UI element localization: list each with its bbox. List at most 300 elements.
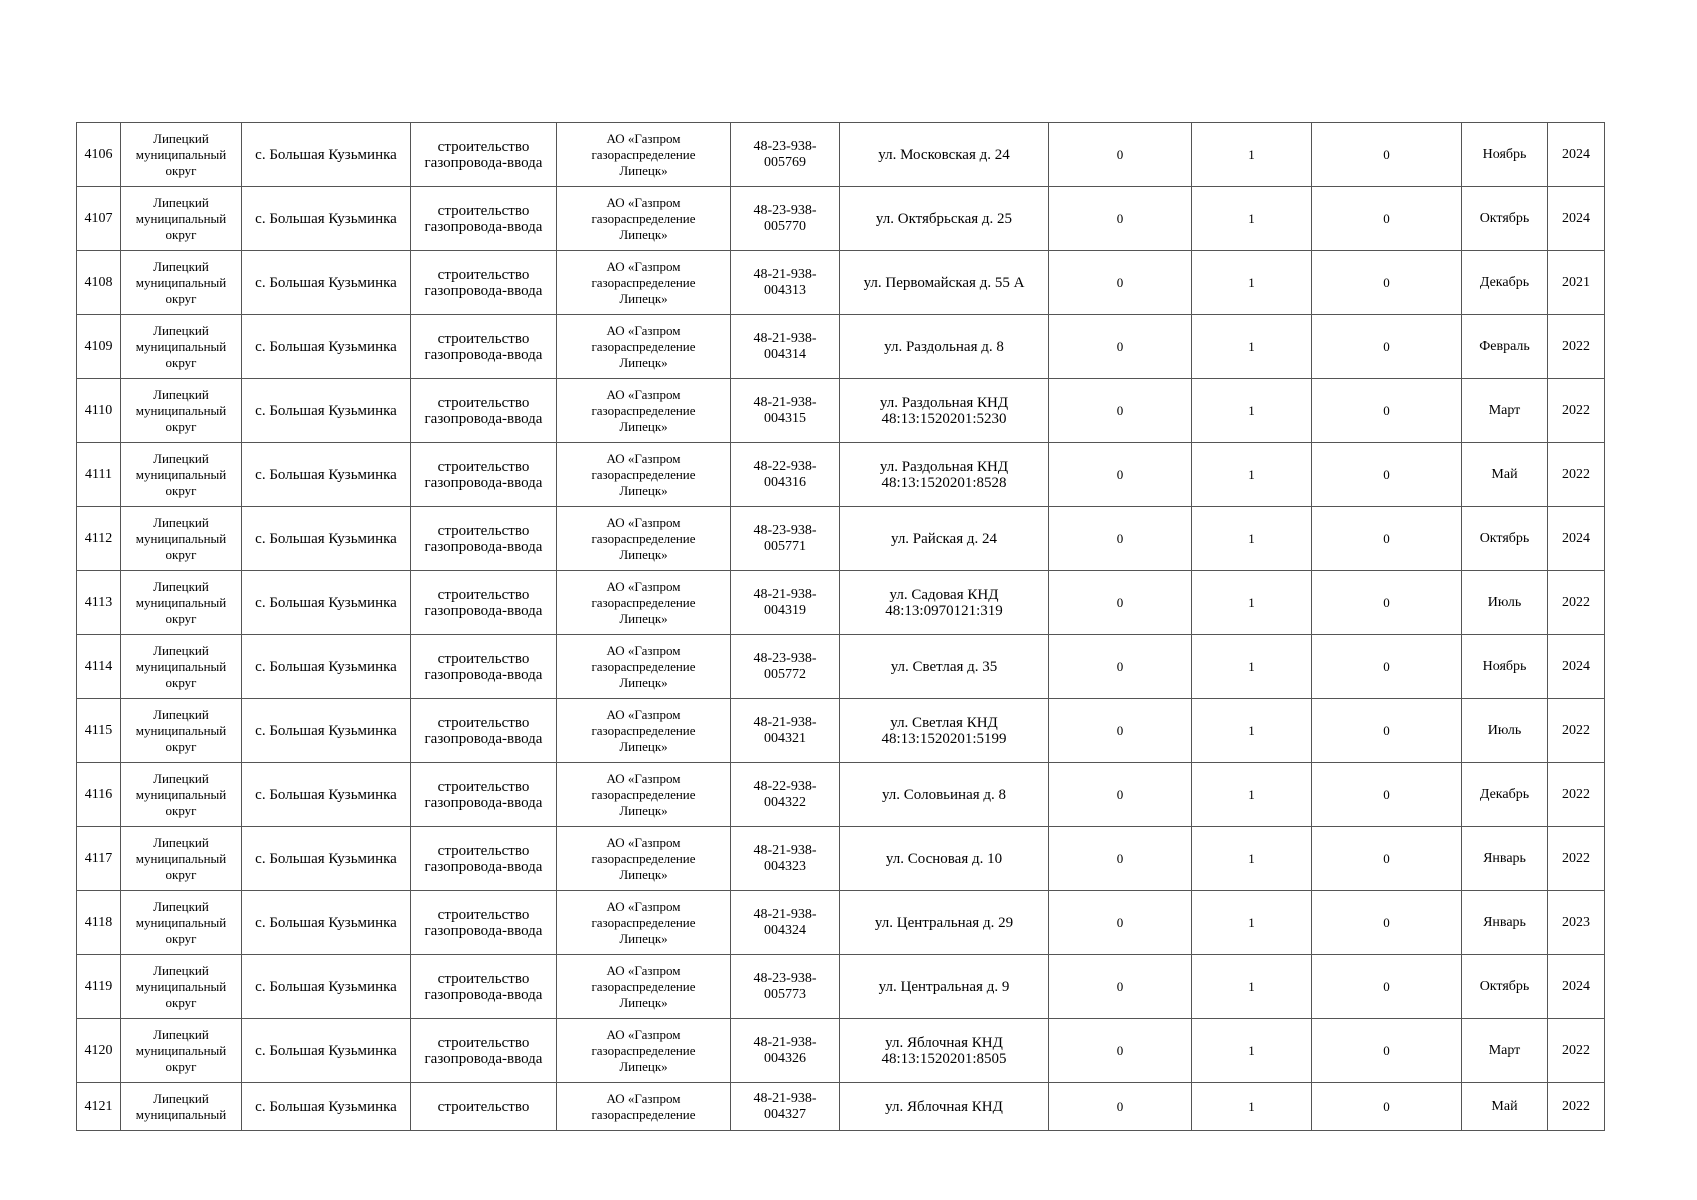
organization-cell-content (561, 579, 726, 627)
month-cell (1462, 379, 1548, 443)
row-number-cell (77, 955, 121, 1019)
settlement-cell-content: с. Большая Кузьминка (255, 402, 397, 419)
organization-cell-line: газораспределение (591, 146, 696, 162)
work-type-cell-line: газопровода-ввода (424, 602, 543, 619)
row-number-cell (77, 507, 121, 571)
municipality-cell (121, 123, 242, 187)
work-type-cell-content (415, 523, 552, 555)
value-3-cell (1312, 443, 1462, 507)
address-cell-line: ул. Яблочная КНД (885, 1034, 1003, 1051)
row-number-cell (77, 251, 121, 315)
month-cell-content: Март (1488, 1042, 1521, 1058)
work-type-cell (411, 187, 557, 251)
organization-cell-content (561, 1091, 726, 1123)
row-number-cell-content: 4108 (84, 274, 113, 290)
address-cell-line: ул. Октябрьская д. 25 (875, 210, 1013, 227)
object-code-cell-line: 48-21-938- (753, 266, 817, 282)
organization-cell-content (561, 259, 726, 307)
settlement-cell (242, 379, 411, 443)
object-code-cell (731, 123, 840, 187)
value-1-cell (1049, 443, 1192, 507)
address-cell-line: ул. Раздольная д. 8 (884, 338, 1004, 355)
month-cell-content: Март (1488, 402, 1521, 418)
row-number-cell-content: 4115 (84, 722, 113, 738)
value-1-cell (1049, 635, 1192, 699)
table-row (77, 443, 1605, 507)
address-cell (840, 379, 1049, 443)
row-number-cell-content: 4116 (84, 786, 113, 802)
row-number-cell-content: 4118 (84, 914, 113, 930)
municipality-cell (121, 827, 242, 891)
value-1-cell-content: 0 (1116, 722, 1124, 738)
month-cell-content: Июль (1487, 594, 1522, 610)
year-cell-content: 2022 (1562, 1042, 1590, 1058)
work-type-cell-content (415, 331, 552, 363)
organization-cell-line: газораспределение (591, 210, 696, 226)
address-cell (840, 507, 1049, 571)
value-1-cell (1049, 1019, 1192, 1083)
year-cell-content: 2024 (1562, 210, 1590, 226)
work-type-cell-content (415, 587, 552, 619)
object-code-cell-line: 48-21-938- (753, 906, 817, 922)
work-type-cell-content (415, 139, 552, 171)
value-2-cell (1192, 699, 1312, 763)
value-1-cell-content: 0 (1116, 402, 1124, 418)
work-type-cell-content (415, 907, 552, 939)
work-type-cell-line: газопровода-ввода (424, 666, 543, 683)
municipality-cell-line: муниципальный (135, 594, 227, 610)
organization-cell-content (561, 771, 726, 819)
value-2-cell-content: 1 (1248, 978, 1255, 994)
value-3-cell (1312, 123, 1462, 187)
value-3-cell (1312, 891, 1462, 955)
work-type-cell-line: строительство (437, 394, 530, 411)
municipality-cell (121, 1083, 242, 1131)
value-2-cell-content: 1 (1248, 722, 1255, 738)
organization-cell-line: АО «Газпром (606, 642, 681, 658)
address-cell (840, 763, 1049, 827)
row-number-cell (77, 827, 121, 891)
settlement-cell (242, 763, 411, 827)
year-cell (1548, 507, 1605, 571)
municipality-cell-line: муниципальный (135, 402, 227, 418)
object-code-cell-line: 48-21-938- (753, 1034, 817, 1050)
object-code-cell (731, 251, 840, 315)
organization-cell-line: Липецк» (619, 546, 668, 562)
row-number-cell (77, 763, 121, 827)
work-type-cell-content (415, 971, 552, 1003)
value-1-cell-content: 0 (1116, 914, 1124, 930)
value-3-cell-content: 0 (1383, 1042, 1390, 1058)
municipality-cell-line: округ (165, 738, 197, 754)
municipality-cell-line: муниципальный (135, 978, 227, 994)
organization-cell (557, 827, 731, 891)
work-type-cell-content (415, 1099, 552, 1115)
work-type-cell-line: газопровода-ввода (424, 538, 543, 555)
value-1-cell-content: 0 (1116, 850, 1124, 866)
municipality-cell-line: Липецкий (153, 834, 209, 850)
object-code-cell-line: 004324 (764, 922, 806, 938)
work-type-cell-line: строительство (437, 138, 530, 155)
table-row (77, 1019, 1605, 1083)
municipality-cell-line: округ (165, 546, 197, 562)
municipality-cell-content (125, 771, 237, 819)
municipality-cell-line: муниципальный (135, 914, 227, 930)
organization-cell-content (561, 835, 726, 883)
value-3-cell (1312, 315, 1462, 379)
settlement-cell-content: с. Большая Кузьминка (255, 658, 397, 675)
address-cell (840, 315, 1049, 379)
municipality-cell-line: Липецкий (153, 322, 209, 338)
work-type-cell-content (415, 715, 552, 747)
work-type-cell-line: газопровода-ввода (424, 730, 543, 747)
year-cell (1548, 443, 1605, 507)
value-1-cell (1049, 123, 1192, 187)
work-type-cell-line: строительство (437, 778, 530, 795)
year-cell (1548, 827, 1605, 891)
value-2-cell-content: 1 (1248, 594, 1255, 610)
settlement-cell-content: с. Большая Кузьминка (255, 914, 397, 931)
settlement-cell-content: с. Большая Кузьминка (255, 594, 397, 611)
organization-cell (557, 635, 731, 699)
municipality-cell-line: муниципальный (135, 274, 227, 290)
address-cell-content (844, 715, 1044, 747)
organization-cell (557, 699, 731, 763)
value-3-cell (1312, 763, 1462, 827)
municipality-cell-content (125, 515, 237, 563)
value-2-cell (1192, 1083, 1312, 1131)
settlement-cell-content: с. Большая Кузьминка (255, 786, 397, 803)
table-row (77, 699, 1605, 763)
organization-cell (557, 891, 731, 955)
year-cell (1548, 955, 1605, 1019)
settlement-cell-content: с. Большая Кузьминка (255, 466, 397, 483)
object-code-cell-line: 005769 (764, 154, 806, 170)
work-type-cell (411, 379, 557, 443)
municipality-cell-line: муниципальный (135, 722, 227, 738)
object-code-cell-line: 004314 (764, 346, 806, 362)
municipality-cell-content (125, 963, 237, 1011)
organization-cell-line: Липецк» (619, 418, 668, 434)
value-1-cell (1049, 251, 1192, 315)
municipality-cell-line: муниципальный (135, 466, 227, 482)
month-cell-content: Октябрь (1479, 530, 1530, 546)
address-cell-content (844, 147, 1044, 163)
settlement-cell (242, 635, 411, 699)
work-type-cell-content (415, 843, 552, 875)
value-1-cell-content: 0 (1116, 1042, 1124, 1058)
object-code-cell (731, 1019, 840, 1083)
table-row (77, 123, 1605, 187)
address-cell-content (844, 459, 1044, 491)
value-1-cell (1049, 827, 1192, 891)
municipality-cell-line: Липецкий (153, 962, 209, 978)
year-cell-content: 2024 (1562, 530, 1590, 546)
month-cell (1462, 187, 1548, 251)
organization-cell-line: Липецк» (619, 610, 668, 626)
year-cell (1548, 123, 1605, 187)
work-type-cell-content (415, 1035, 552, 1067)
settlement-cell-content: с. Большая Кузьминка (255, 338, 397, 355)
month-cell-content: Январь (1483, 914, 1526, 930)
work-type-cell (411, 507, 557, 571)
row-number-cell (77, 315, 121, 379)
organization-cell-line: Липецк» (619, 290, 668, 306)
month-cell (1462, 315, 1548, 379)
object-code-cell-content (735, 139, 835, 171)
object-code-cell-line: 005773 (764, 986, 806, 1002)
work-type-cell (411, 123, 557, 187)
value-3-cell (1312, 699, 1462, 763)
municipality-cell-content (125, 259, 237, 307)
value-2-cell (1192, 827, 1312, 891)
organization-cell-line: Липецк» (619, 1058, 668, 1074)
work-type-cell-line: строительство (437, 1098, 530, 1115)
organization-cell-line: Липецк» (619, 930, 668, 946)
object-code-cell-line: 004316 (764, 474, 806, 490)
value-2-cell (1192, 891, 1312, 955)
address-cell-line: ул. Раздольная КНД (879, 458, 1009, 475)
value-2-cell-content: 1 (1248, 402, 1255, 418)
month-cell (1462, 827, 1548, 891)
row-number-cell-content: 4109 (84, 338, 113, 354)
work-type-cell-line: газопровода-ввода (424, 218, 543, 235)
year-cell-content: 2024 (1562, 658, 1590, 674)
object-code-cell (731, 315, 840, 379)
municipality-cell (121, 699, 242, 763)
object-code-cell-content (735, 203, 835, 235)
value-1-cell-content: 0 (1116, 338, 1124, 354)
value-1-cell-content: 0 (1116, 466, 1124, 482)
value-1-cell (1049, 699, 1192, 763)
address-cell-line: 48:13:1520201:5199 (881, 730, 1007, 747)
organization-cell-line: АО «Газпром (606, 130, 681, 146)
value-2-cell-content: 1 (1248, 210, 1255, 226)
year-cell-content: 2021 (1562, 274, 1590, 290)
object-code-cell (731, 635, 840, 699)
organization-cell-line: АО «Газпром (606, 898, 681, 914)
municipality-cell-content (125, 451, 237, 499)
month-cell (1462, 891, 1548, 955)
address-cell-line: 48:13:0970121:319 (885, 602, 1003, 619)
month-cell-content: Февраль (1479, 338, 1530, 354)
municipality-cell (121, 187, 242, 251)
value-2-cell (1192, 123, 1312, 187)
month-cell-content: Декабрь (1479, 274, 1530, 290)
value-2-cell-content: 1 (1248, 914, 1255, 930)
year-cell-content: 2024 (1562, 978, 1590, 994)
value-2-cell-content: 1 (1248, 530, 1255, 546)
value-2-cell-content: 1 (1248, 658, 1255, 674)
object-code-cell-line: 004319 (764, 602, 806, 618)
year-cell (1548, 891, 1605, 955)
value-2-cell (1192, 1019, 1312, 1083)
row-number-cell-content: 4117 (84, 850, 113, 866)
table-row (77, 187, 1605, 251)
row-number-cell (77, 443, 121, 507)
year-cell (1548, 571, 1605, 635)
work-type-cell (411, 891, 557, 955)
row-number-cell-content: 4112 (84, 530, 113, 546)
address-cell-line: ул. Соловьиная д. 8 (881, 786, 1007, 803)
object-code-cell-content (735, 651, 835, 683)
row-number-cell (77, 1083, 121, 1131)
object-code-cell-line: 48-22-938- (753, 778, 817, 794)
work-type-cell (411, 251, 557, 315)
organization-cell-line: газораспределение (591, 658, 696, 674)
work-type-cell (411, 763, 557, 827)
value-2-cell (1192, 251, 1312, 315)
municipality-cell-line: муниципальный (135, 338, 227, 354)
organization-cell (557, 1083, 731, 1131)
value-1-cell-content: 0 (1116, 1098, 1124, 1114)
table-row (77, 251, 1605, 315)
work-type-cell (411, 315, 557, 379)
municipality-cell (121, 507, 242, 571)
value-3-cell (1312, 827, 1462, 891)
value-3-cell-content: 0 (1383, 594, 1390, 610)
address-cell (840, 699, 1049, 763)
work-type-cell-line: газопровода-ввода (424, 282, 543, 299)
work-type-cell (411, 571, 557, 635)
municipality-cell-line: округ (165, 290, 197, 306)
municipality-cell-line: округ (165, 354, 197, 370)
address-cell-line: 48:13:1520201:8505 (881, 1050, 1007, 1067)
work-type-cell-line: строительство (437, 842, 530, 859)
value-1-cell-content: 0 (1116, 594, 1124, 610)
organization-cell-content (561, 387, 726, 435)
work-type-cell-line: строительство (437, 586, 530, 603)
table-row (77, 315, 1605, 379)
organization-cell-line: АО «Газпром (606, 194, 681, 210)
organization-cell-line: газораспределение (591, 1042, 696, 1058)
value-3-cell (1312, 955, 1462, 1019)
value-1-cell-content: 0 (1116, 978, 1124, 994)
address-cell-line: ул. Райская д. 24 (890, 530, 997, 547)
organization-cell-line: газораспределение (591, 786, 696, 802)
object-code-cell-line: 48-23-938- (753, 970, 817, 986)
value-3-cell-content: 0 (1383, 338, 1390, 354)
address-cell-content (844, 1099, 1044, 1115)
object-code-cell (731, 763, 840, 827)
settlement-cell-content: с. Большая Кузьминка (255, 210, 397, 227)
address-cell-content (844, 1035, 1044, 1067)
month-cell (1462, 635, 1548, 699)
year-cell-content: 2022 (1562, 402, 1590, 418)
object-code-cell-line: 48-21-938- (753, 330, 817, 346)
month-cell (1462, 955, 1548, 1019)
address-cell-content (844, 587, 1044, 619)
organization-cell-line: газораспределение (591, 338, 696, 354)
year-cell-content: 2024 (1562, 146, 1590, 162)
organization-cell-content (561, 451, 726, 499)
settlement-cell (242, 1019, 411, 1083)
settlement-cell (242, 123, 411, 187)
object-code-cell (731, 443, 840, 507)
object-code-cell-content (735, 907, 835, 939)
month-cell-content: Июль (1487, 722, 1522, 738)
organization-cell-line: АО «Газпром (606, 258, 681, 274)
work-type-cell-line: строительство (437, 202, 530, 219)
address-cell (840, 571, 1049, 635)
work-type-cell-line: строительство (437, 650, 530, 667)
organization-cell-line: Липецк» (619, 674, 668, 690)
organization-cell (557, 187, 731, 251)
address-cell-content (844, 339, 1044, 355)
organization-cell-content (561, 1027, 726, 1075)
organization-cell-content (561, 707, 726, 755)
object-code-cell-line: 48-23-938- (753, 138, 817, 154)
municipality-cell (121, 379, 242, 443)
work-type-cell-line: газопровода-ввода (424, 858, 543, 875)
value-2-cell (1192, 955, 1312, 1019)
settlement-cell-content: с. Большая Кузьминка (255, 1098, 397, 1115)
object-code-cell-line: 48-23-938- (753, 522, 817, 538)
address-cell-line: ул. Яблочная КНД (885, 1098, 1003, 1115)
row-number-cell-content: 4121 (84, 1098, 113, 1114)
row-number-cell-content: 4111 (85, 466, 112, 482)
organization-cell (557, 123, 731, 187)
object-code-cell-content (735, 1091, 835, 1123)
settlement-cell (242, 507, 411, 571)
year-cell (1548, 763, 1605, 827)
month-cell (1462, 443, 1548, 507)
municipality-cell-line: Липецкий (153, 386, 209, 402)
work-type-cell-line: строительство (437, 522, 530, 539)
work-type-cell-line: строительство (437, 458, 530, 475)
value-1-cell-content: 0 (1116, 530, 1124, 546)
value-1-cell (1049, 187, 1192, 251)
municipality-cell-line: Липецкий (153, 642, 209, 658)
work-type-cell-content (415, 203, 552, 235)
object-code-cell-content (735, 779, 835, 811)
municipality-cell-line: округ (165, 1058, 197, 1074)
month-cell (1462, 507, 1548, 571)
month-cell (1462, 1083, 1548, 1131)
value-3-cell-content: 0 (1383, 530, 1390, 546)
settlement-cell (242, 891, 411, 955)
value-3-cell-content: 0 (1383, 914, 1390, 930)
organization-cell-content (561, 515, 726, 563)
object-code-cell-line: 004315 (764, 410, 806, 426)
work-type-cell-line: газопровода-ввода (424, 1050, 543, 1067)
value-2-cell (1192, 763, 1312, 827)
value-2-cell-content: 1 (1248, 786, 1255, 802)
table-row (77, 507, 1605, 571)
value-1-cell (1049, 1083, 1192, 1131)
work-type-cell-content (415, 779, 552, 811)
organization-cell-line: газораспределение (591, 1106, 696, 1122)
municipality-cell-content (125, 1027, 237, 1075)
settlement-cell (242, 187, 411, 251)
address-cell (840, 635, 1049, 699)
organization-cell-line: Липецк» (619, 482, 668, 498)
object-code-cell-line: 004322 (764, 794, 806, 810)
organization-cell-line: газораспределение (591, 594, 696, 610)
municipality-cell (121, 891, 242, 955)
value-1-cell (1049, 315, 1192, 379)
row-number-cell-content: 4113 (84, 594, 113, 610)
organization-cell-line: АО «Газпром (606, 770, 681, 786)
year-cell-content: 2022 (1562, 786, 1590, 802)
table-row (77, 827, 1605, 891)
municipality-cell-line: Липецкий (153, 1090, 209, 1106)
municipality-cell-line: муниципальный (135, 850, 227, 866)
municipality-cell-line: округ (165, 418, 197, 434)
address-cell-content (844, 851, 1044, 867)
address-cell (840, 123, 1049, 187)
value-3-cell (1312, 379, 1462, 443)
